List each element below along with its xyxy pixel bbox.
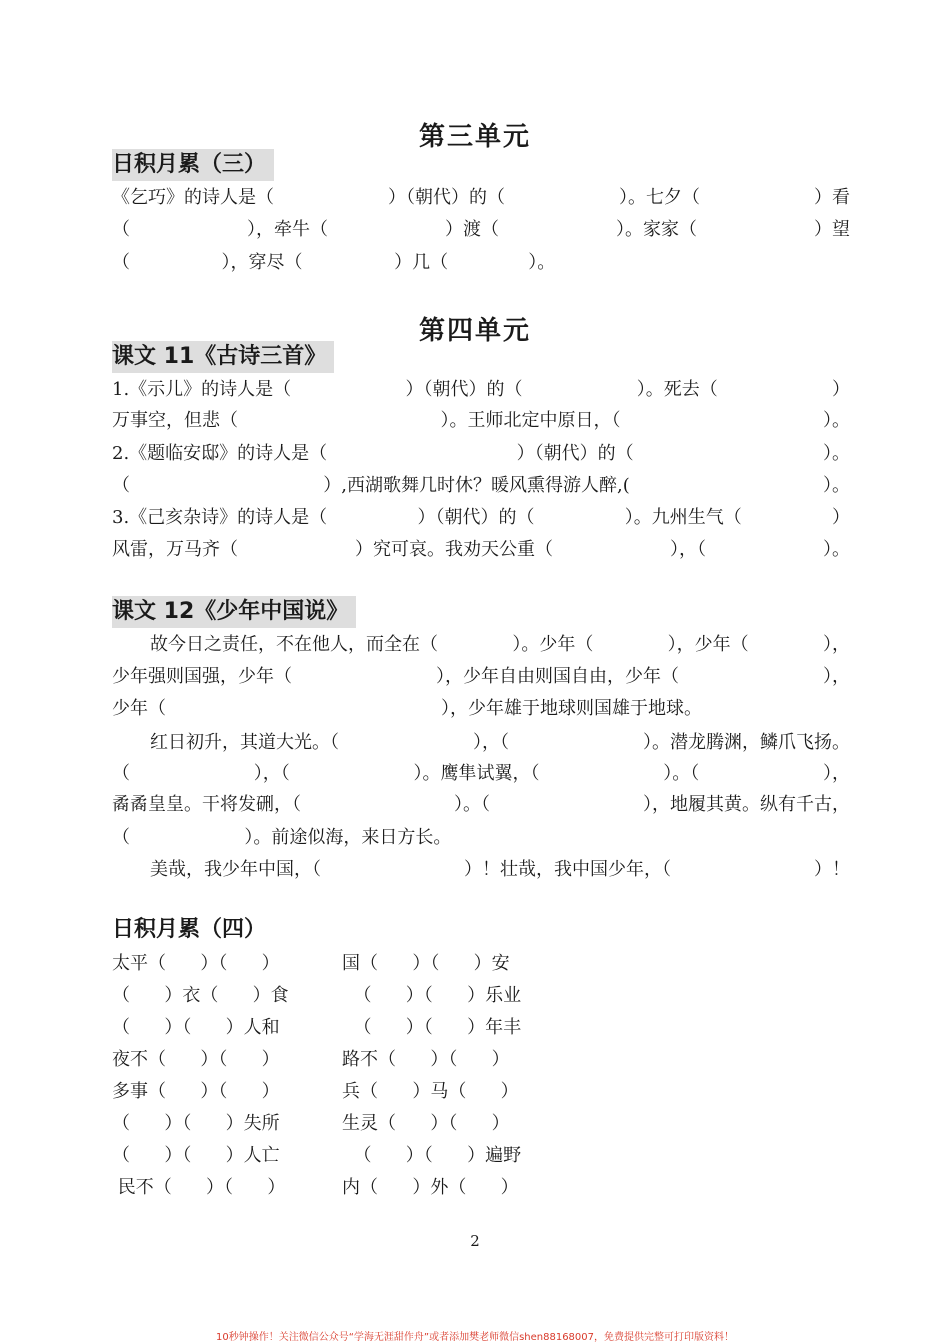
idiom-item: （ ）（ ）年丰 — [342, 1017, 522, 1038]
text-line: （ ），穿尽（ ）几（ ）。 — [112, 252, 556, 273]
idiom-item: 兵（ ）马（ ） — [342, 1081, 519, 1102]
text-line: 《乞巧》的诗人是（ ）（朝代）的（ ）。七夕（ ）看 — [112, 187, 850, 208]
text-line: 少年强则国强，少年（ ），少年自由则国自由，少年（ ）， — [112, 666, 850, 687]
idiom-item: （ ）（ ）乐业 — [342, 985, 522, 1006]
text-line: （ ），牵牛（ ）渡（ ）。家家（ ）望 — [112, 219, 850, 240]
unit-4-title: 第四单元 — [418, 316, 531, 346]
idiom-item: （ ）（ ）人和 — [112, 1017, 280, 1038]
text-line: 红日初升，其道大光。（ ），（ ）。潜龙腾渊，鳞爪飞扬。 — [150, 732, 850, 753]
idiom-item: 路不（ ）（ ） — [342, 1049, 510, 1070]
unit-3-title: 第三单元 — [418, 122, 531, 152]
page-number: 2 — [470, 1232, 480, 1250]
idiom-item: 夜不（ ）（ ） — [112, 1049, 280, 1070]
text-line: 矞矞皇皇。干将发硎，（ ）。（ ），地履其黄。纵有千古， — [112, 794, 850, 815]
text-line: （ ）,西湖歌舞几时休？暖风熏得游人醉,( ）。 — [112, 475, 850, 496]
text-line: 美哉，我少年中国，（ ）！壮哉，我中国少年，（ ）！ — [150, 859, 850, 880]
idiom-item: （ ）衣（ ）食 — [112, 985, 289, 1006]
text-line: 少年（ ），少年雄于地球则国雄于地球。 — [112, 698, 702, 719]
section-header-rijiyuelei-3: 日积月累（三） — [112, 149, 274, 181]
text-line: 风雷，万马齐（ ）究可哀。我劝天公重（ ），（ ）。 — [112, 539, 850, 560]
text-line: 万事空，但悲（ ）。王师北定中原日，（ ）。 — [112, 410, 850, 431]
idiom-item: 生灵（ ）（ ） — [342, 1113, 510, 1134]
text-line: 3.《己亥杂诗》的诗人是（ ）（朝代）的（ ）。九州生气（ ） — [112, 507, 850, 528]
text-line: 1.《示儿》的诗人是（ ）（朝代）的（ ）。死去（ ） — [112, 379, 850, 400]
text-line: 2.《题临安邸》的诗人是（ ）（朝代）的（ ）。 — [112, 443, 850, 464]
section-header-lesson-12: 课文 12《少年中国说》 — [112, 596, 356, 628]
section-header-lesson-11: 课文 11《古诗三首》 — [112, 341, 334, 373]
idiom-item: （ ）（ ）遍野 — [342, 1145, 522, 1166]
text-line: （ ）。前途似海，来日方长。 — [112, 827, 452, 848]
idiom-item: （ ）（ ）失所 — [112, 1113, 280, 1134]
text-line: （ ），（ ）。鹰隼试翼，（ ）。（ ）， — [112, 763, 850, 784]
idiom-item: 内（ ）外（ ） — [342, 1177, 519, 1198]
idiom-item: （ ）（ ）人亡 — [112, 1145, 280, 1166]
idiom-item: 民不（ ）（ ） — [112, 1177, 286, 1198]
footer-note: 10秒钟操作！关注微信公众号“学海无涯甜作舟”或者添加樊老师微信shen88168007，免费提供完整可打印版资料！ — [215, 1332, 735, 1343]
text-line: 故今日之责任，不在他人，而全在（ ）。少年（ ），少年（ ）， — [150, 634, 850, 655]
idiom-item: 多事（ ）（ ） — [112, 1081, 280, 1102]
idiom-item: 国（ ）（ ）安 — [342, 953, 510, 974]
idiom-item: 太平（ ）（ ） — [112, 953, 280, 974]
section-header-rijiyuelei-4: 日积月累（四） — [112, 917, 267, 942]
